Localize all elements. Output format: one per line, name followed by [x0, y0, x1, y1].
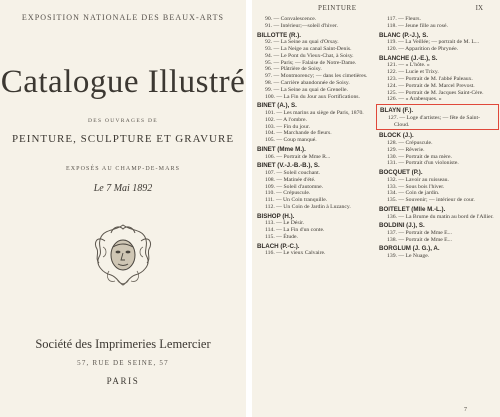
catalogue-entry: 111. — Un Coin tranquille. — [265, 197, 328, 204]
artist-block — [379, 222, 496, 243]
catalogue-entry: 122. — Lucie et Trixy. — [387, 69, 439, 76]
artist-name: BINET (A.), S. — [257, 102, 297, 110]
artist-name: BLACH (P.-C.). — [257, 242, 300, 250]
catalogue-entry: 121. — « L'hôte. » — [387, 62, 430, 69]
catalogue-entry: 99. — La Seine au quai de Grenelle. — [265, 86, 348, 93]
footer-page-number: 7 — [464, 407, 467, 413]
catalogue-column-right — [379, 16, 496, 260]
catalogue-entry: 113. — Le Désir. — [265, 220, 305, 227]
publisher-address: 57, RUE DE SEINE, 57 — [77, 359, 169, 367]
catalogue-entry: 107. — Soleil couchant. — [265, 169, 321, 176]
exposition-heading: EXPOSITION NATIONALE DES BEAUX-ARTS — [21, 13, 225, 22]
catalogue-entry: 118. — Jeune fille au rosé. — [387, 22, 448, 29]
artist-block — [257, 146, 374, 160]
catalogue-entry: 123. — Portrait de M. l'abbé Paleaux. — [387, 75, 473, 82]
publisher-city: PARIS — [106, 376, 140, 386]
catalogue-entry: 108. — Matinée d'été. — [265, 176, 316, 183]
catalogue-subtitle: PEINTURE, SCULPTURE ET GRAVURE — [11, 133, 235, 145]
catalogue-entry: 94. — Le Pont du Vieux-Chat, à Soisy. — [265, 52, 354, 59]
highlighted-artist-block — [376, 104, 499, 130]
artist-block — [257, 32, 374, 101]
catalogue-entry: 136. — La Brume du matin au bord de l'Allier. — [387, 213, 494, 220]
artist-block — [257, 213, 374, 241]
catalogue-entry: 104. — Marchande de fleurs. — [265, 130, 332, 137]
catalogue-entry: 120. — Apparition de Phrynée. — [387, 45, 459, 52]
catalogue-entry: 95. — Paris; — Falaise de Notre-Dame. — [265, 59, 357, 66]
artist-block — [379, 132, 496, 167]
artist-name: BINET (V.-J.-B.-B.), S. — [257, 162, 320, 170]
publisher-name: Société des Imprimeries Lemercier — [35, 337, 211, 351]
page-header — [252, 4, 500, 14]
catalogue-page — [252, 0, 500, 417]
catalogue-entry: 98. — Carrière abandonnée de Soisy. — [265, 79, 350, 86]
catalogue-entry: 101. — Les marins au siège de Paris, 1870. — [265, 109, 364, 116]
catalogue-entry: 112. — Un Coin de Jardin à Luzancy. — [265, 203, 351, 210]
artist-block — [379, 55, 496, 103]
artist-name: BLANC (P.-J.), S. — [379, 31, 429, 39]
artist-name: BISHOP (H.). — [257, 212, 295, 220]
catalogue-entry: 130. — Portrait de ma mère. — [387, 153, 452, 160]
artist-block — [379, 32, 496, 53]
catalogue-entry: 106. — Portrait de Mme R... — [265, 153, 331, 160]
artist-name: BINET (Mme M.). — [257, 145, 306, 153]
artist-name: BILLOTTE (R.). — [257, 31, 301, 39]
catalogue-entry: 100. — La Fin du Jour aux Fortifications. — [265, 93, 360, 100]
catalogue-entry: 91. — Intérieur;—soleil d'hiver. — [265, 22, 338, 29]
catalogue-entry: 102. — A l'ombre. — [265, 116, 307, 123]
catalogue-entry: 133. — Sous bois l'hiver. — [387, 183, 445, 190]
title-page — [0, 0, 246, 417]
artist-name: BLANCHE (J.-E.), S. — [379, 54, 438, 62]
catalogue-entry: 90. — Convalescence. — [265, 16, 317, 22]
artist-name: BORGLUM (J. G.), A. — [379, 245, 440, 253]
catalogue-entry: 97. — Montmorency; — dans les cimetières. — [265, 73, 368, 80]
catalogue-entry: 103. — Fin du jour. — [265, 123, 310, 130]
catalogue-entry: 124. — Portrait de M. Marcel Prevost. — [387, 82, 475, 89]
catalogue-entry: 134. — Coin de jardin. — [387, 190, 440, 197]
catalogue-entry: 127. — Loge d'artistes; — fête de Saint-Cloud. — [388, 114, 481, 128]
catalogue-entry: 125. — Portrait de M. Jacques Saint-Cère. — [387, 89, 484, 96]
artist-name: BLAYN (F.). — [380, 107, 414, 115]
catalogue-entry: 138. — Portrait de Mme E... — [387, 236, 452, 243]
catalogue-entry: 131. — Portrait d'un violoniste. — [387, 160, 459, 167]
artist-name: BOLDINI (J.), S. — [379, 222, 425, 230]
catalogue-entry: 109. — Soleil d'automne. — [265, 183, 324, 190]
catalogue-entry: 115. — Étude. — [265, 233, 298, 240]
catalogue-entry: 93. — La Neige au canal Saint-Denis. — [265, 45, 352, 52]
section-heading: PEINTURE — [318, 4, 357, 12]
catalogue-column-left — [257, 16, 374, 257]
artist-block — [379, 169, 496, 204]
artist-block — [257, 162, 374, 210]
catalogue-entry: 119. — La Veillée; — portrait de M. L... — [387, 39, 480, 46]
catalogue-entry: 137. — Portrait de Mme E... — [387, 229, 452, 236]
artist-block — [379, 16, 496, 30]
ornamental-mask-emblem-icon — [91, 221, 155, 289]
artist-name: BOCQUET (P.). — [379, 169, 423, 177]
artist-block — [257, 16, 374, 30]
catalogue-entry: 135. — Souvenir; — intérieur de cour. — [387, 197, 475, 204]
catalogue-title: Catalogue Illustré — [0, 64, 246, 100]
artist-block — [379, 206, 496, 220]
exposes-line: EXPOSÉS AU CHAMP-DE-MARS — [65, 166, 181, 172]
page-number: IX — [475, 4, 483, 12]
catalogue-entry: 117. — Fleurs. — [387, 16, 421, 22]
des-ouvrages-line: DES OUVRAGES DE — [88, 118, 158, 124]
artist-name: BOITELET (Mlle M.-L.). — [379, 205, 446, 213]
catalogue-entry: 105. — Coup manqué. — [265, 137, 317, 144]
catalogue-entry: 128. — Crépuscule. — [387, 139, 433, 146]
catalogue-entry: 92. — La Seine au quai d'Orsay. — [265, 39, 339, 46]
artist-block — [257, 243, 374, 257]
artist-block — [379, 245, 496, 259]
artist-name: BLOCK (J.). — [379, 132, 414, 140]
catalogue-entry: 126. — « Arabesques. » — [387, 96, 442, 103]
catalogue-entry: 139. — Le Nuage. — [387, 253, 430, 260]
catalogue-entry: 110. — Crépuscule. — [265, 190, 311, 197]
catalogue-entry: 114. — La Fin d'un conte. — [265, 227, 325, 234]
exhibition-date: Le 7 Mai 1892 — [93, 183, 153, 194]
artist-block — [257, 102, 374, 144]
catalogue-entry: 116. — Le vieux Calvaire. — [265, 250, 326, 257]
catalogue-entry: 96. — Plâtrière de Soisy. — [265, 66, 322, 73]
catalogue-entry: 132. — Lavoir au ruisseau. — [387, 176, 449, 183]
catalogue-entry: 129. — Rêverie. — [387, 146, 425, 153]
